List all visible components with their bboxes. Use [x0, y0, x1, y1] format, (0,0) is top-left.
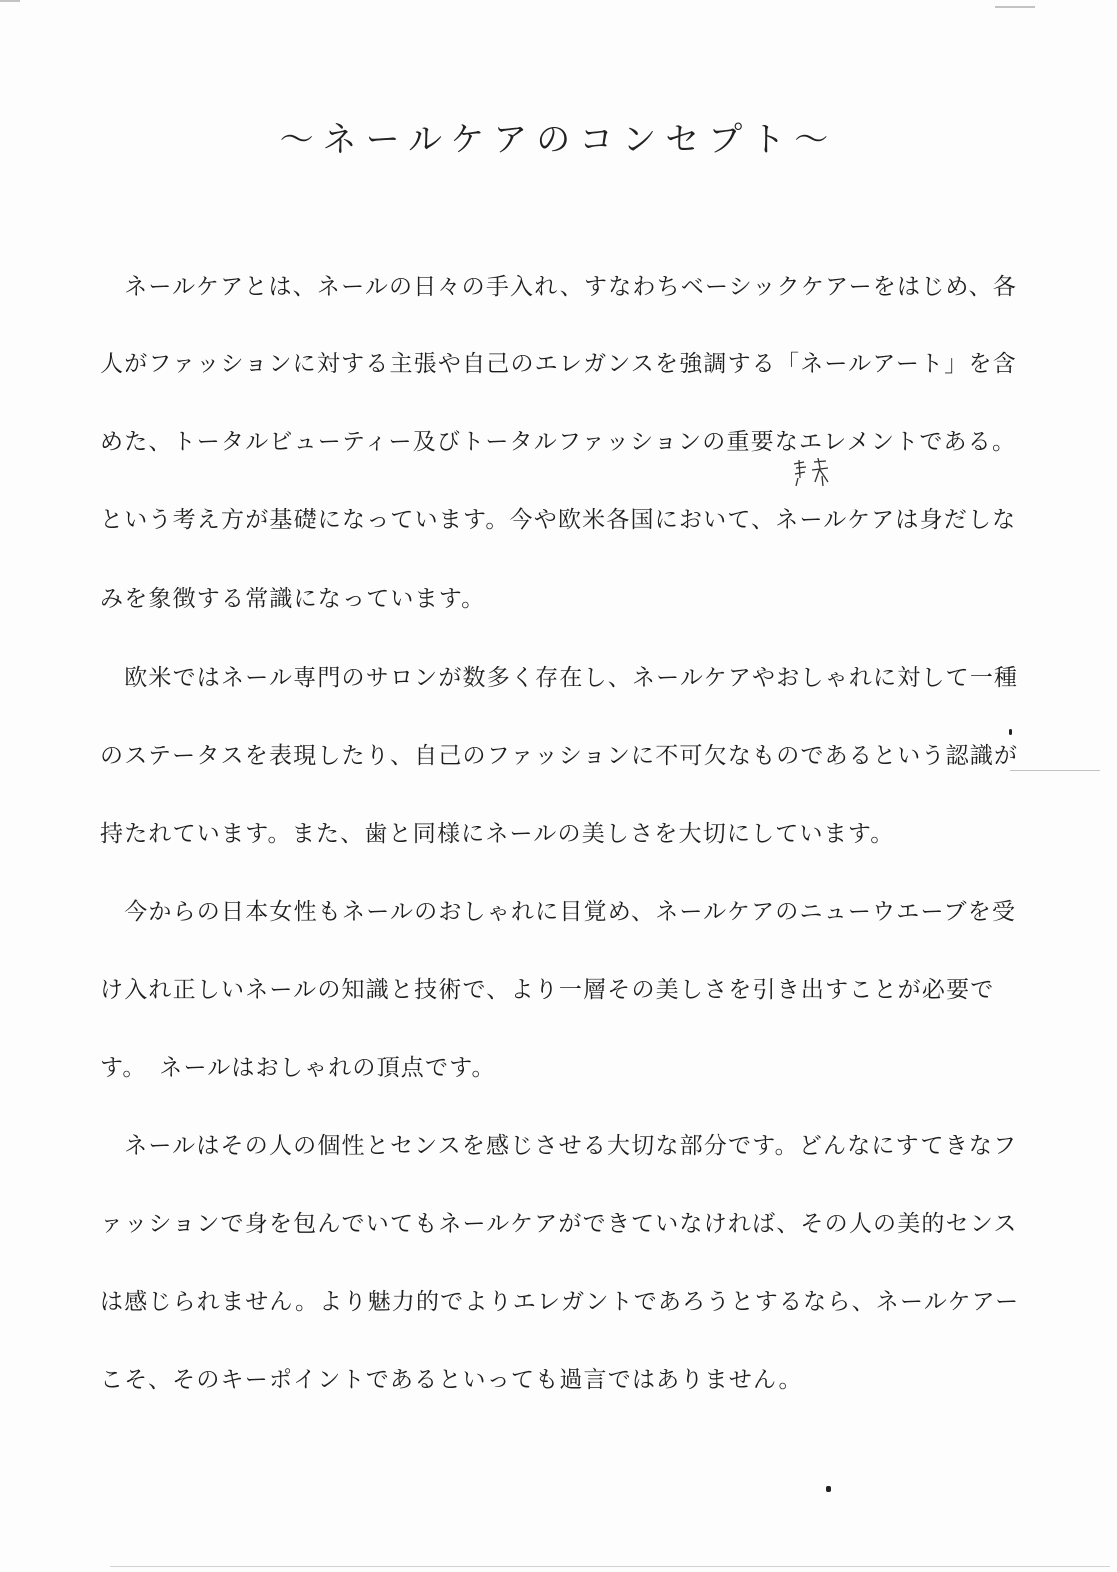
text-line: ネールはその人の個性とセンスを感じさせる大切な部分です。どんなにすてきなフ	[100, 1133, 1018, 1159]
text-line: こそ、そのキーポイントであるといっても過言ではありません。	[100, 1367, 803, 1393]
scan-dot	[826, 1486, 831, 1492]
text-line: す。 ネールはおしゃれの頂点です。	[100, 1055, 496, 1081]
text-line: 持たれています。また、歯と同様にネールの美しさを大切にしています。	[100, 821, 895, 847]
scan-artifact	[110, 1566, 1110, 1567]
scan-artifact	[995, 6, 1035, 8]
text-line: のステータスを表現したり、自己のファッションに不可欠なものであるという認識が	[100, 743, 1019, 769]
scan-dot	[1009, 729, 1012, 735]
text-line: めた、トータルビューティー及びトータルファッションの重要なエレメントである。	[100, 429, 1017, 455]
document-title: 〜ネールケアのコンセプト〜	[279, 120, 838, 160]
text-line: け入れ正しいネールの知識と技術で、より一層その美しさを引き出すことが必要で	[100, 977, 995, 1003]
text-line: という考え方が基礎になっています。今や欧米各国において、ネールケアは身だしな	[100, 507, 1017, 533]
handwritten-annotation	[790, 456, 840, 490]
scan-artifact	[1010, 770, 1100, 771]
text-line: ネールケアとは、ネールの日々の手入れ、すなわちベーシックケアーをはじめ、各	[100, 274, 1018, 300]
scan-artifact	[0, 0, 20, 2]
text-line: 人がファッションに対する主張や自己のエレガンスを強調する「ネールアート」を含	[100, 351, 1017, 377]
text-line: 欧米ではネール専門のサロンが数多く存在し、ネールケアやおしゃれに対して一種	[100, 665, 1019, 691]
text-line: は感じられません。より魅力的でよりエレガントであろうとするなら、ネールケアー	[100, 1289, 1020, 1315]
text-line: みを象徴する常識になっています。	[100, 586, 486, 612]
text-line: ァッションで身を包んでいてもネールケアができていなければ、その人の美的センス	[100, 1211, 1018, 1237]
text-line: 今からの日本女性もネールのおしゃれに目覚め、ネールケアのニューウエーブを受	[100, 899, 1017, 925]
